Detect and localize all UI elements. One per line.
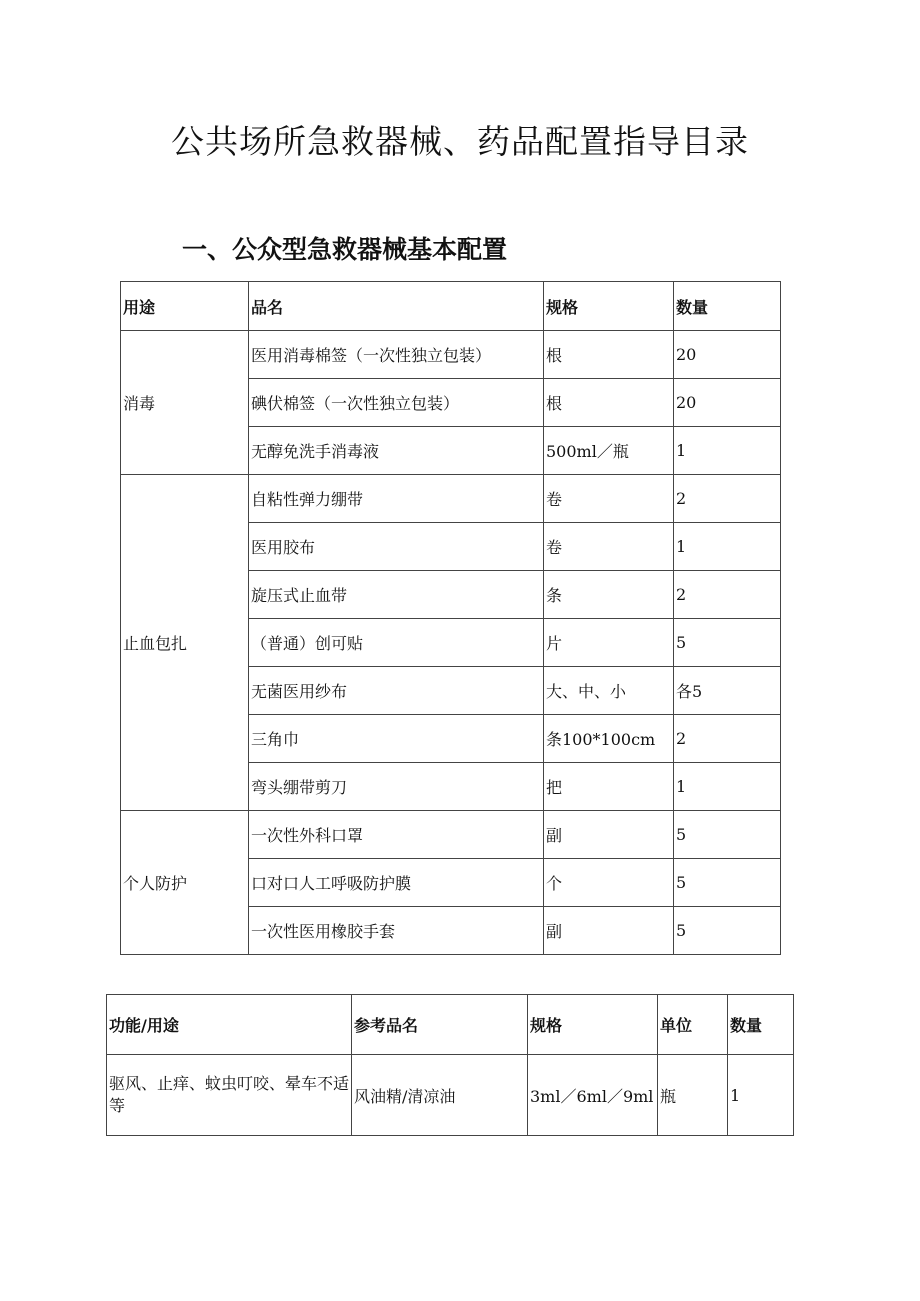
item-spec: 3ml／6ml／9ml (528, 1055, 658, 1136)
item-name: 一次性外科口罩 (249, 811, 544, 859)
item-name: 无醇免洗手消毒液 (249, 427, 544, 475)
table-row (107, 1055, 794, 1136)
item-qty: 20 (674, 331, 781, 379)
item-qty: 5 (674, 907, 781, 955)
item-qty: 1 (674, 427, 781, 475)
medicine-table (106, 994, 794, 1136)
item-qty: 1 (728, 1055, 794, 1136)
header-unit: 单位 (658, 995, 728, 1055)
header-purpose: 用途 (121, 282, 249, 331)
item-qty: 1 (674, 523, 781, 571)
item-name: 口对口人工呼吸防护膜 (249, 859, 544, 907)
item-qty: 1 (674, 763, 781, 811)
header-function: 功能/用途 (107, 995, 352, 1055)
item-spec: 条 (544, 571, 674, 619)
item-name: 一次性医用橡胶手套 (249, 907, 544, 955)
item-spec: 卷 (544, 523, 674, 571)
item-spec: 条100*100cm (544, 715, 674, 763)
item-qty: 2 (674, 571, 781, 619)
item-qty: 2 (674, 475, 781, 523)
header-qty: 数量 (674, 282, 781, 331)
item-name: 弯头绷带剪刀 (249, 763, 544, 811)
item-spec: 个 (544, 859, 674, 907)
header-spec: 规格 (544, 282, 674, 331)
item-qty: 2 (674, 715, 781, 763)
purpose-cell: 止血包扎 (121, 475, 249, 811)
table-row (121, 811, 781, 859)
item-name: 自粘性弹力绷带 (249, 475, 544, 523)
document-title: 公共场所急救器械、药品配置指导目录 (171, 122, 749, 161)
item-name: 旋压式止血带 (249, 571, 544, 619)
item-qty: 5 (674, 811, 781, 859)
function-cell: 驱风、止痒、蚊虫叮咬、晕车不适等 (107, 1055, 352, 1136)
item-spec: 根 (544, 331, 674, 379)
purpose-cell: 消毒 (121, 331, 249, 475)
item-spec: 大、中、小 (544, 667, 674, 715)
item-spec: 副 (544, 811, 674, 859)
table-header-row (107, 995, 794, 1055)
item-name: 医用胶布 (249, 523, 544, 571)
item-name: 碘伏棉签（一次性独立包装） (249, 379, 544, 427)
item-unit: 瓶 (658, 1055, 728, 1136)
item-spec: 卷 (544, 475, 674, 523)
item-spec: 根 (544, 379, 674, 427)
section-heading: 一、公众型急救器械基本配置 (182, 235, 508, 264)
table-header-row (121, 282, 781, 331)
basic-equipment-table (120, 281, 781, 955)
item-name: 无菌医用纱布 (249, 667, 544, 715)
item-name: （普通）创可贴 (249, 619, 544, 667)
item-qty: 5 (674, 859, 781, 907)
header-ref-name: 参考品名 (352, 995, 528, 1055)
item-name: 风油精/清凉油 (352, 1055, 528, 1136)
table-row (121, 475, 781, 523)
item-spec: 副 (544, 907, 674, 955)
table-row (121, 331, 781, 379)
item-qty: 5 (674, 619, 781, 667)
header-spec: 规格 (528, 995, 658, 1055)
item-spec: 把 (544, 763, 674, 811)
item-spec: 片 (544, 619, 674, 667)
item-spec: 500ml／瓶 (544, 427, 674, 475)
header-qty: 数量 (728, 995, 794, 1055)
item-qty: 各5 (674, 667, 781, 715)
item-qty: 20 (674, 379, 781, 427)
item-name: 医用消毒棉签（一次性独立包装） (249, 331, 544, 379)
purpose-cell: 个人防护 (121, 811, 249, 955)
header-name: 品名 (249, 282, 544, 331)
item-name: 三角巾 (249, 715, 544, 763)
